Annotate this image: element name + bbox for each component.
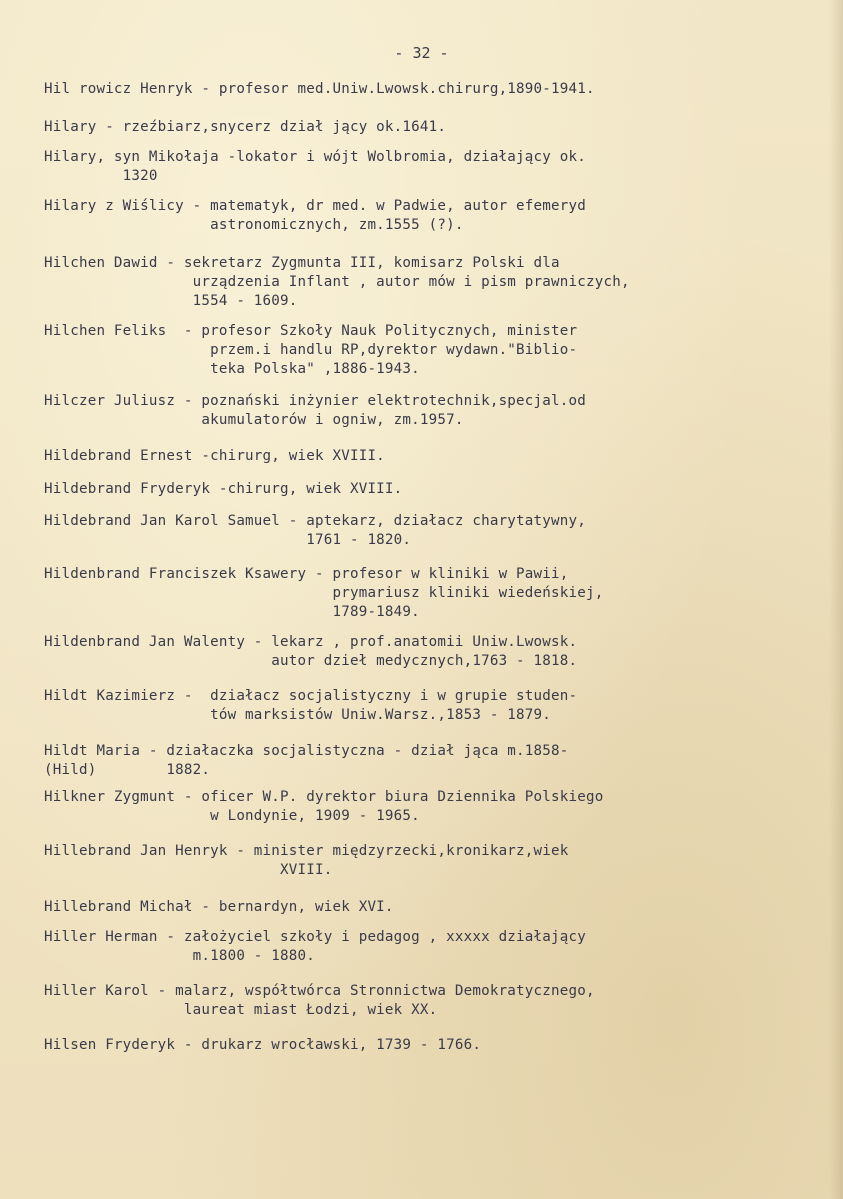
entry-line: w Londynie, 1909 - 1965.	[44, 808, 420, 824]
entry-line: Hilkner Zygmunt - oficer W.P. dyrektor biura Dziennika Polskiego	[44, 789, 604, 805]
entry-line: autor dzieł medycznych,1763 - 1818.	[44, 653, 578, 669]
entry-line: Hilary - rzeźbiarz,snycerz dział jący ok.1641.	[44, 119, 447, 135]
entry-line: urządzenia Inflant , autor mów i pism prawniczych,	[44, 274, 630, 290]
entry-line: Hildt Maria - działaczka socjalistyczna - dział jąca m.1858-	[44, 743, 569, 759]
entry-line: prymariusz kliniki wiedeńskiej,	[44, 585, 604, 601]
page-edge-shadow	[829, 0, 843, 1199]
entry-line: akumulatorów i ogniw, zm.1957.	[44, 412, 464, 428]
entry-line: Hil rowicz Henryk - profesor med.Uniw.Lwowsk.chirurg,1890-1941.	[44, 81, 595, 97]
entry-line: Hilsen Fryderyk - drukarz wrocławski, 1739 - 1766.	[44, 1037, 482, 1053]
entry-line: Hildt Kazimierz - działacz socjalistyczny i w grupie studen-	[44, 688, 578, 704]
entry-line: Hiller Herman - założyciel szkoły i pedagog , xxxxx działający	[44, 929, 586, 945]
entry-line: 1554 - 1609.	[44, 293, 298, 309]
entry-line: XVIII.	[44, 862, 333, 878]
entry-line: Hillebrand Michał - bernardyn, wiek XVI.	[44, 899, 394, 915]
entry-line: (Hild) 1882.	[44, 762, 211, 778]
entry-line: Hildenbrand Franciszek Ksawery - profesor w kliniki w Pawii,	[44, 566, 569, 582]
entry-line: Hilczer Juliusz - poznański inżynier elektrotechnik,specjal.od	[44, 393, 586, 409]
entry-line: tów marksistów Uniw.Warsz.,1853 - 1879.	[44, 707, 552, 723]
entry-line: Hilary, syn Mikołaja -lokator i wójt Wolbromia, działający ok.	[44, 149, 586, 165]
entry-line: Hildebrand Jan Karol Samuel - aptekarz, działacz charytatywny,	[44, 513, 586, 529]
entry-line: Hillebrand Jan Henryk - minister międzyrzecki,kronikarz,wiek	[44, 843, 569, 859]
entry-line: przem.i handlu RP,dyrektor wydawn."Biblio-	[44, 342, 578, 358]
entry-line: Hilchen Feliks - profesor Szkoły Nauk Politycznych, minister	[44, 323, 578, 339]
entry-line: Hildebrand Fryderyk -chirurg, wiek XVIII.	[44, 481, 403, 497]
entry-line: 1761 - 1820.	[44, 532, 412, 548]
entry-line: Hilary z Wiślicy - matematyk, dr med. w Padwie, autor efemeryd	[44, 198, 586, 214]
entry-line: Hilchen Dawid - sekretarz Zygmunta III, komisarz Polski dla	[44, 255, 560, 271]
entry-line: m.1800 - 1880.	[44, 948, 315, 964]
entry-line: Hildebrand Ernest -chirurg, wiek XVIII.	[44, 448, 385, 464]
entry-line: teka Polska" ,1886-1943.	[44, 361, 420, 377]
entry-line: 1789-1849.	[44, 604, 420, 620]
entry-line: laureat miast Łodzi, wiek XX.	[44, 1002, 438, 1018]
entry-line: Hiller Karol - malarz, współtwórca Stronnictwa Demokratycznego,	[44, 983, 595, 999]
page-number: - 32 -	[394, 44, 449, 62]
entry-line: astronomicznych, zm.1555 (?).	[44, 217, 464, 233]
entry-line: Hildenbrand Jan Walenty - lekarz , prof.anatomii Uniw.Lwowsk.	[44, 634, 578, 650]
entry-line: 1320	[44, 168, 158, 184]
